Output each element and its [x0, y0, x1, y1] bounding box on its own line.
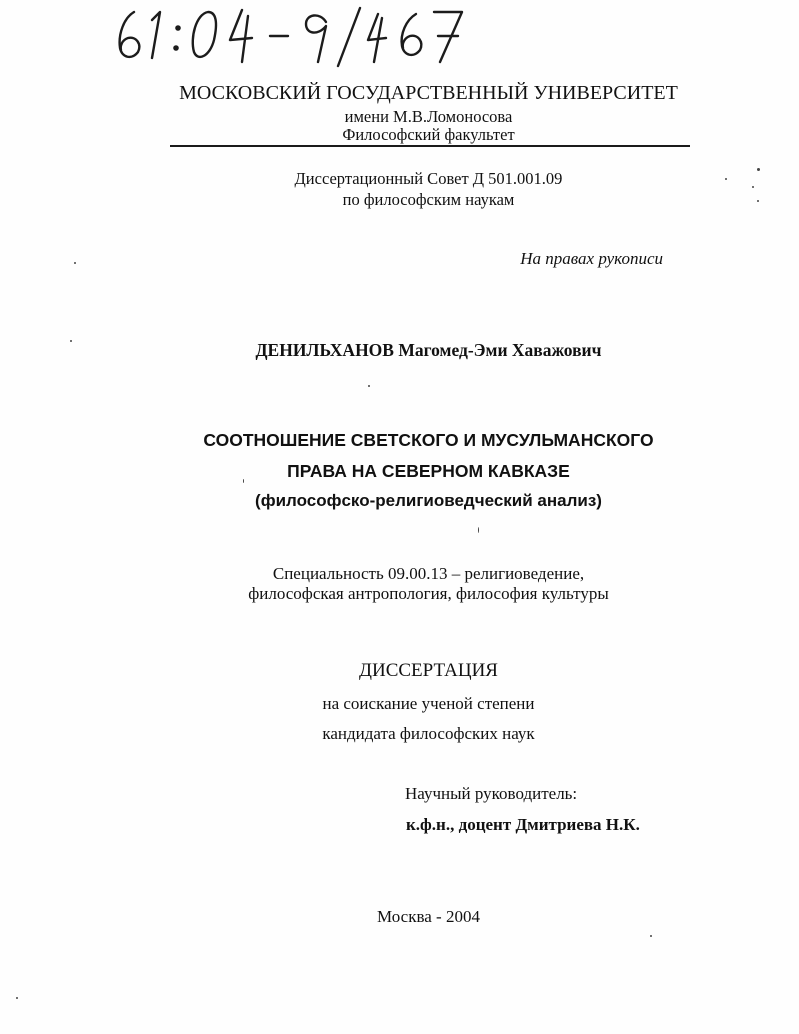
- specialty-line-1: Специальность 09.00.13 – религиоведение,: [272, 564, 585, 583]
- author-name: ДЕНИЛЬХАНОВ Магомед-Эми Хаважович: [255, 340, 602, 360]
- supervisor-name: к.ф.н., доцент Дмитриева Н.К.: [406, 815, 640, 834]
- manuscript-rights-note: На правах рукописи: [520, 249, 663, 268]
- thesis-title-line-1: СООТНОШЕНИЕ СВЕТСКОГО И МУСУЛЬМАНСКОГО: [203, 430, 654, 450]
- scan-speck: [757, 200, 759, 202]
- council-field: по философским наукам: [342, 190, 515, 209]
- degree-line-1: на соискание ученой степени: [322, 694, 535, 713]
- dissertation-council: Диссертационный Совет Д 501.001.09: [294, 169, 563, 188]
- scan-speck: [757, 168, 760, 171]
- university-named-after: имени М.В.Ломоносова: [344, 107, 513, 126]
- scan-speck: [74, 262, 76, 264]
- supervisor-label: Научный руководитель:: [405, 784, 578, 803]
- scan-speck: [70, 340, 72, 342]
- city-and-year: Москва - 2004: [377, 907, 480, 926]
- header-divider: [170, 145, 690, 147]
- scan-speck: [478, 527, 479, 533]
- scan-speck: [725, 178, 727, 180]
- specialty-line-2: философская антропология, философия культуры: [248, 584, 609, 603]
- handwritten-archive-code: [112, 4, 492, 68]
- thesis-subtitle: (философско-религиоведческий анализ): [255, 491, 602, 510]
- scan-speck: [650, 935, 652, 937]
- university-name: МОСКОВСКИЙ ГОСУДАРСТВЕННЫЙ УНИВЕРСИТЕТ: [179, 82, 678, 104]
- scan-speck: [368, 385, 370, 387]
- degree-line-2: кандидата философских наук: [322, 724, 535, 743]
- thesis-title-line-2: ПРАВА НА СЕВЕРНОМ КАВКАЗЕ: [287, 461, 570, 481]
- scan-speck: [243, 479, 244, 483]
- faculty-name: Философский факультет: [342, 125, 515, 144]
- scan-speck: [752, 186, 754, 188]
- document-type-heading: ДИССЕРТАЦИЯ: [359, 660, 498, 681]
- scan-speck: [16, 997, 18, 999]
